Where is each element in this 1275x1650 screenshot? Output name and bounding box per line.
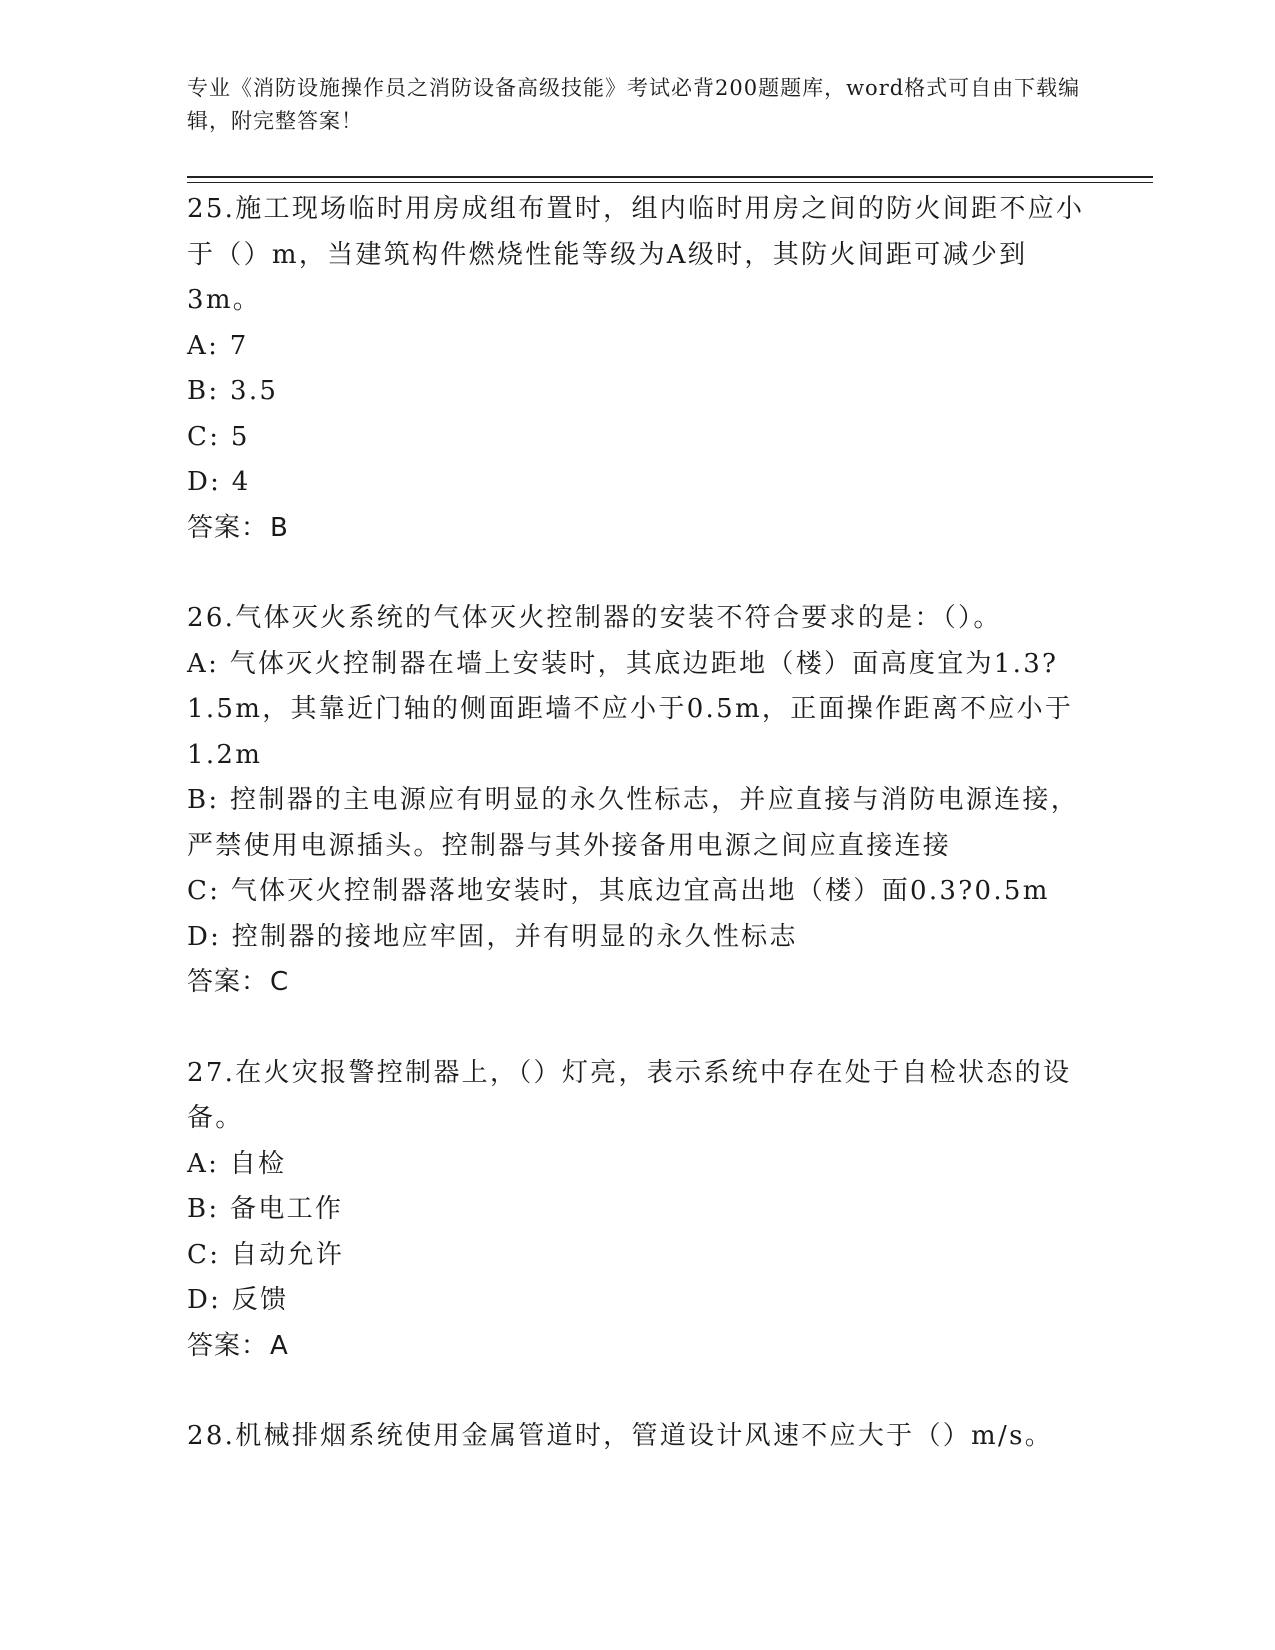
option-a: A: 气体灭火控制器在墙上安装时，其底边距地（楼）面高度宜为1.3?1.5m，其靠近门轴的侧面距墙不应小于0.5m，正面操作距离不应小于1.2m: [187, 648, 1074, 770]
answer-value: C: [270, 967, 290, 997]
question-28: [187, 1414, 1087, 1460]
question-stem: 28.机械排烟系统使用金属管道时，管道设计风速不应大于（）m/s。: [187, 1421, 1054, 1451]
answer-line: [187, 960, 1087, 1006]
option-a: A: 自检: [187, 1148, 287, 1179]
option-b: B: 控制器的主电源应有明显的永久性标志，并应直接与消防电源连接，严禁使用电源插头。控制器与其外接备用电源之间应直接连接: [187, 785, 1080, 861]
answer-value: A: [270, 1330, 289, 1361]
option-d: D: 反馈: [187, 1285, 289, 1315]
option-d: D: 控制器的接地应牢固，并有明显的永久性标志: [187, 921, 798, 952]
answer-line: [187, 1324, 1087, 1370]
question-stem: 25.施工现场临时用房成组布置时，组内临时用房之间的防火间距不应小于（）m，当建筑构件燃烧性能等级为A级时，其防火间距可减少到3m。: [187, 194, 1085, 315]
option-c: C: 5: [187, 421, 250, 452]
option-c: C: 气体灭火控制器落地安装时，其底边宜高出地（楼）面0.3?0.5m: [187, 876, 1050, 906]
option-d: D: 4: [187, 467, 251, 497]
document-header: 专业《消防设施操作员之消防设备高级技能》考试必背200题题库，word格式可自由下载编辑，附完整答案！: [187, 76, 1081, 133]
header-divider-thick: [187, 176, 1153, 178]
answer-label: 答案：: [187, 1330, 269, 1361]
answer-label: 答案：: [187, 512, 269, 543]
option-b: B: 备电工作: [187, 1194, 344, 1224]
answer-line: [187, 506, 1087, 552]
option-c: C: 自动允许: [187, 1239, 345, 1270]
answer-label: 答案：: [187, 967, 269, 997]
option-a: A: 7: [187, 330, 249, 361]
answer-value: B: [270, 512, 289, 543]
option-b: B: 3.5: [187, 376, 279, 406]
question-25: [187, 187, 1087, 551]
question-stem: 27.在火灾报警控制器上，（）灯亮，表示系统中存在处于自检状态的设备。: [187, 1057, 1072, 1133]
question-list: [187, 187, 1087, 1505]
question-27: [187, 1051, 1087, 1370]
header-divider-thin: [187, 182, 1153, 183]
question-stem: 26.气体灭火系统的气体灭火控制器的安装不符合要求的是：（）。: [187, 603, 1002, 633]
question-26: [187, 596, 1087, 1006]
